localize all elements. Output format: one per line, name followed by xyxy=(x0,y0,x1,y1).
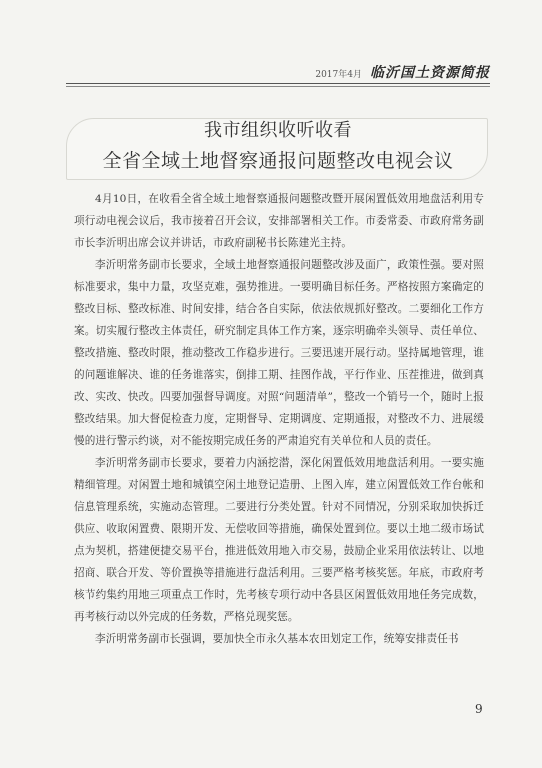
article-title-line2: 全省全域土地督察通报问题整改电视会议 xyxy=(102,150,454,172)
paragraph-3: 李沂明常务副市长要求，要着力内涵挖潜，深化闲置低效用地盘活利用。一要实施精细管理。对闲置土地和城镇空闲土地登记造册、上图入库，建立闲置低效工作台帐和信息管理系统，实施动态管理。二要进行分类处置。针对不同情况，分别采取加快拆迁供应、收取闲置费、限期开发、无偿收回等措施，确保处置到位。要以土地二级市场试点为契机，搭建便捷交易平台，推进低效用地入市交易，鼓励企业采用依法转让、以地招商、联合开发、等价置换等措施进行盘活利用。三要严格考核奖惩。年底，市政府考核节约集约用地三项重点工作时，先考核专项行动中各县区闲置低效用地任务完成数，再考核行动以外完成的任务数，严格兑现奖惩。 xyxy=(74,457,484,623)
page-number: 9 xyxy=(475,702,483,716)
page-header xyxy=(66,60,490,82)
paragraph-2: 李沂明常务副市长要求，全域土地督察通报问题整改涉及面广，政策性强。要对照标准要求，集中力量，攻坚克难，强势推进。一要明确目标任务。严格按照方案确定的整改目标、整改标准、时间安排，结合各自实际，依法依规抓好整改。二要细化工作方案。切实履行整改主体责任，研究制定具体工作方案，逐宗明确牵头领导、责任单位、整改措施、整改时限，推动整改工作稳步进行。三要迅速开展行动。坚持属地管理，谁的问题谁解决、谁的任务谁落实，倒排工期、挂图作战，平行作业、压茬推进，做到真改、实改、快改。四要加强督导调度。对照“问题清单”，整改一个销号一个，随时上报整改结果。加大督促检查力度，定期督导、定期调度、定期通报，对整改不力、进展缓慢的进行警示约谈，对不能按期完成任务的严肃追究有关单位和人员的责任。 xyxy=(74,259,484,447)
journal-name: 临沂国土资源简报 xyxy=(370,65,490,81)
paragraph-1: 4月10日，在收看全省全域土地督察通报问题整改暨开展闲置低效用地盘活利用专项行动电视会议后，我市接着召开会议，安排部署相关工作。市委常委、市政府常务副市长李沂明出席会议并讲话，市政府副秘书长陈建光主持。 xyxy=(74,193,484,249)
paragraph-4: 李沂明常务副市长强调，要加快全市永久基本农田划定工作，统筹安排责任书 xyxy=(95,633,459,645)
article-title-line1: 我市组织收听收看 xyxy=(204,120,352,141)
header-rule xyxy=(66,83,490,84)
article-body xyxy=(74,188,484,650)
issue-date: 2017年4月 xyxy=(315,70,362,80)
header-rule-thin xyxy=(66,86,490,87)
